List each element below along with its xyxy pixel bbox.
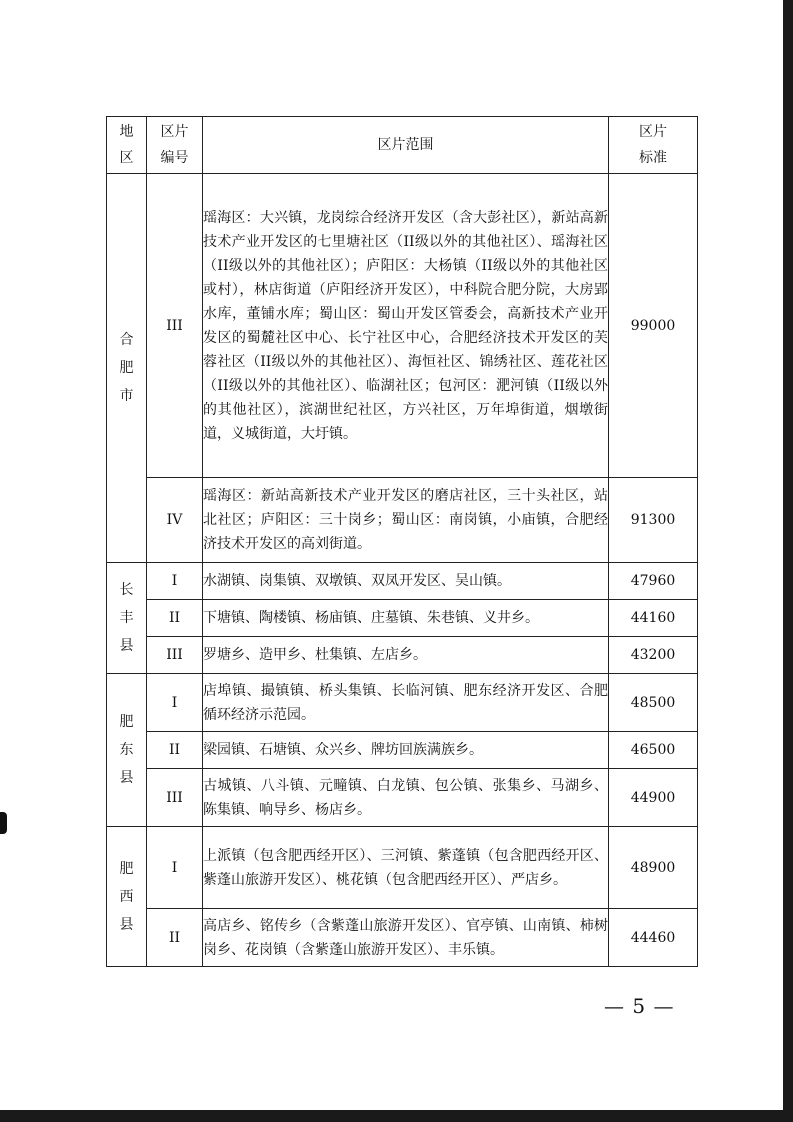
zone-code: III bbox=[147, 174, 203, 478]
header-standard: 区片标准 bbox=[609, 117, 698, 174]
table-row bbox=[107, 174, 698, 478]
table-row bbox=[107, 478, 698, 563]
header-code: 区片编号 bbox=[147, 117, 203, 174]
table-row bbox=[107, 637, 698, 674]
zone-standard: 44900 bbox=[609, 769, 698, 827]
header-region: 地区 bbox=[107, 117, 147, 174]
table-row bbox=[107, 674, 698, 732]
scan-edge-bottom bbox=[0, 1110, 793, 1122]
zone-standard: 44160 bbox=[609, 600, 698, 637]
zone-standard: 44460 bbox=[609, 909, 698, 967]
zone-code: I bbox=[147, 674, 203, 732]
zone-code: III bbox=[147, 769, 203, 827]
zone-code: IV bbox=[147, 478, 203, 563]
zone-standard: 43200 bbox=[609, 637, 698, 674]
zone-scope: 店埠镇、撮镇镇、桥头集镇、长临河镇、肥东经济开发区、合肥循环经济示范园。 bbox=[203, 674, 609, 732]
scan-binding-mark bbox=[0, 812, 7, 834]
land-zone-standard-table bbox=[106, 116, 698, 967]
zone-standard: 48900 bbox=[609, 827, 698, 909]
zone-code: II bbox=[147, 600, 203, 637]
table-row bbox=[107, 732, 698, 769]
zone-scope: 水湖镇、岗集镇、双墩镇、双凤开发区、吴山镇。 bbox=[203, 563, 609, 600]
zone-code: II bbox=[147, 732, 203, 769]
scan-edge-right bbox=[783, 0, 793, 1122]
table-row bbox=[107, 909, 698, 967]
table-header-row bbox=[107, 117, 698, 174]
page-number: — 5 — bbox=[604, 994, 675, 1018]
zone-code: I bbox=[147, 563, 203, 600]
region-cell-hefei: 合肥市 bbox=[107, 174, 147, 563]
header-scope: 区片范围 bbox=[203, 117, 609, 174]
region-cell-feidong: 肥东县 bbox=[107, 674, 147, 827]
zone-standard: 46500 bbox=[609, 732, 698, 769]
zone-scope: 瑶海区：大兴镇，龙岗综合经济开发区（含大彭社区），新站高新技术产业开发区的七里塘社区（II级以外的其他社区）、瑶海社区（II级以外的其他社区）；庐阳区：大杨镇（II级以外的其他社区或村），林店街道（庐阳经济开发区），中科院合肥分院，大房郢水库，董铺水库；蜀山区：蜀山开发区管委会，高新技术产业开发区的蜀麓社区中心、长宁社区中心，合肥经济技术开发区的芙蓉社区（II级以外的其他社区）、海恒社区、锦绣社区、莲花社区（II级以外的其他社区）、临湖社区；包河区：淝河镇（II级以外的其他社区），滨湖世纪社区，方兴社区，万年埠街道，烟墩街道，义城街道，大圩镇。 bbox=[203, 174, 609, 478]
zone-code: I bbox=[147, 827, 203, 909]
zone-scope: 瑶海区：新站高新技术产业开发区的磨店社区，三十头社区，站北社区；庐阳区：三十岗乡；蜀山区：南岗镇，小庙镇，合肥经济技术开发区的高刘街道。 bbox=[203, 478, 609, 563]
zone-standard: 47960 bbox=[609, 563, 698, 600]
table-row bbox=[107, 600, 698, 637]
region-cell-changfeng: 长丰县 bbox=[107, 563, 147, 674]
zone-scope: 上派镇（包含肥西经开区）、三河镇、紫蓬镇（包含肥西经开区、紫蓬山旅游开发区）、桃花镇（包含肥西经开区）、严店乡。 bbox=[203, 827, 609, 909]
table-row bbox=[107, 563, 698, 600]
zone-standard: 91300 bbox=[609, 478, 698, 563]
zone-scope: 梁园镇、石塘镇、众兴乡、牌坊回族满族乡。 bbox=[203, 732, 609, 769]
zone-scope: 高店乡、铭传乡（含紫蓬山旅游开发区）、官亭镇、山南镇、柿树岗乡、花岗镇（含紫蓬山旅游开发区）、丰乐镇。 bbox=[203, 909, 609, 967]
region-cell-feixi: 肥西县 bbox=[107, 827, 147, 967]
zone-standard: 48500 bbox=[609, 674, 698, 732]
table-row bbox=[107, 769, 698, 827]
zone-scope: 下塘镇、陶楼镇、杨庙镇、庄墓镇、朱巷镇、义井乡。 bbox=[203, 600, 609, 637]
table-row bbox=[107, 827, 698, 909]
zone-scope: 古城镇、八斗镇、元疃镇、白龙镇、包公镇、张集乡、马湖乡、陈集镇、响导乡、杨店乡。 bbox=[203, 769, 609, 827]
zone-code: III bbox=[147, 637, 203, 674]
zone-scope: 罗塘乡、造甲乡、杜集镇、左店乡。 bbox=[203, 637, 609, 674]
zone-standard: 99000 bbox=[609, 174, 698, 478]
zone-code: II bbox=[147, 909, 203, 967]
